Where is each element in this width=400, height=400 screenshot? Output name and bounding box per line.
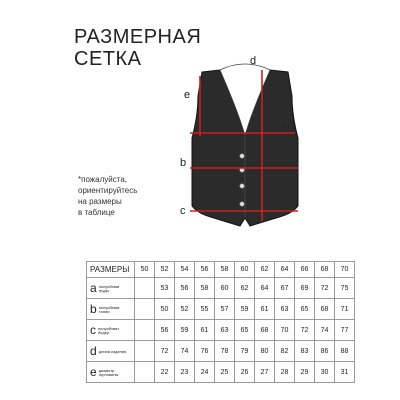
- table-cell: 63: [275, 299, 295, 320]
- label-c: c: [180, 205, 186, 217]
- table-cell: 26: [235, 362, 255, 383]
- table-cell: 61: [195, 320, 215, 341]
- table-cell: 88: [335, 341, 355, 362]
- table-cell: 60: [215, 278, 235, 299]
- row-label: [87, 278, 135, 299]
- row-description: диаметр горловины: [98, 367, 119, 377]
- table-cell: 27: [255, 362, 275, 383]
- row-description: длина изделия: [98, 348, 127, 354]
- table-cell: [135, 341, 155, 362]
- table-cell: 28: [275, 362, 295, 383]
- row-label: [87, 299, 135, 320]
- button-4: [240, 202, 244, 206]
- size-header-cell: 62: [255, 262, 275, 278]
- title-line-1: РАЗМЕРНАЯ: [74, 26, 202, 48]
- size-header-cell: 52: [155, 262, 175, 278]
- table-cell: [135, 362, 155, 383]
- table-cell: 62: [235, 278, 255, 299]
- row-description: полуобхват груди: [98, 283, 120, 293]
- table-cell: [135, 278, 155, 299]
- table-cell: 80: [255, 341, 275, 362]
- table-cell: 65: [295, 299, 315, 320]
- size-header-cell: 68: [315, 262, 335, 278]
- label-d: d: [250, 56, 257, 67]
- button-3: [240, 184, 244, 188]
- table-cell: 74: [175, 341, 195, 362]
- table-cell: 56: [175, 278, 195, 299]
- row-description: полуобхват бедер: [98, 325, 120, 335]
- table-cell: 77: [335, 320, 355, 341]
- row-label: [87, 320, 135, 341]
- table-cell: [135, 320, 155, 341]
- table-cell: 23: [175, 362, 195, 383]
- table-cell: 57: [215, 299, 235, 320]
- table-cell: 55: [195, 299, 215, 320]
- table-cell: 53: [155, 278, 175, 299]
- table-cell: 31: [335, 362, 355, 383]
- size-header-cell: 54: [175, 262, 195, 278]
- table-cell: 70: [275, 320, 295, 341]
- table-cell: 59: [175, 320, 195, 341]
- table-row: [87, 299, 355, 320]
- table-cell: 22: [155, 362, 175, 383]
- row-letter: b: [90, 302, 97, 316]
- table-cell: 50: [155, 299, 175, 320]
- table-cell: 69: [295, 278, 315, 299]
- table-row: [87, 278, 355, 299]
- table-header-row: [87, 262, 355, 278]
- size-header-cell: 64: [275, 262, 295, 278]
- table-cell: 72: [315, 278, 335, 299]
- size-note: *пожалуйста, ориентируйтесь на размеры в таблице: [78, 175, 138, 217]
- label-a: a: [280, 121, 287, 133]
- table-cell: 82: [275, 341, 295, 362]
- table-cell: 75: [335, 278, 355, 299]
- table-row: [87, 341, 355, 362]
- table-cell: 83: [295, 341, 315, 362]
- size-table: [86, 261, 355, 383]
- table-cell: 72: [295, 320, 315, 341]
- size-header-cell: 66: [295, 262, 315, 278]
- table-cell: 65: [235, 320, 255, 341]
- button-1: [240, 154, 244, 158]
- row-label: [87, 362, 135, 383]
- label-b: b: [180, 157, 187, 169]
- table-row: [87, 362, 355, 383]
- table-cell: 61: [255, 299, 275, 320]
- table-cell: 64: [255, 278, 275, 299]
- table-cell: 67: [275, 278, 295, 299]
- table-row: [87, 320, 355, 341]
- label-e: e: [184, 89, 191, 101]
- row-letter: c: [90, 323, 96, 337]
- table-cell: 24: [195, 362, 215, 383]
- size-header-cell: 60: [235, 262, 255, 278]
- table-header-label: РАЗМЕРЫ: [87, 262, 135, 278]
- table-cell: 76: [195, 341, 215, 362]
- size-header-cell: 58: [215, 262, 235, 278]
- table-cell: 59: [235, 299, 255, 320]
- table-cell: 72: [155, 341, 175, 362]
- table-cell: 86: [315, 341, 335, 362]
- row-letter: e: [90, 365, 97, 379]
- size-header-cell: 70: [335, 262, 355, 278]
- table-cell: 52: [175, 299, 195, 320]
- table-cell: 71: [335, 299, 355, 320]
- table-cell: 68: [255, 320, 275, 341]
- table-cell: 78: [215, 341, 235, 362]
- size-header-cell: 56: [195, 262, 215, 278]
- table-cell: 68: [315, 299, 335, 320]
- table-cell: 63: [215, 320, 235, 341]
- row-label: [87, 341, 135, 362]
- row-description: полуобхват талии: [98, 304, 120, 314]
- title-line-2: СЕТКА: [74, 48, 142, 70]
- table-cell: 29: [295, 362, 315, 383]
- row-letter: d: [90, 344, 97, 358]
- table-cell: 56: [155, 320, 175, 341]
- table-cell: 58: [195, 278, 215, 299]
- table-cell: 74: [315, 320, 335, 341]
- table-cell: 30: [315, 362, 335, 383]
- table-cell: 79: [235, 341, 255, 362]
- table-cell: 25: [215, 362, 235, 383]
- vest-diagram: [180, 56, 310, 231]
- row-letter: a: [90, 281, 97, 295]
- size-header-cell: 50: [135, 262, 155, 278]
- table-cell: [135, 299, 155, 320]
